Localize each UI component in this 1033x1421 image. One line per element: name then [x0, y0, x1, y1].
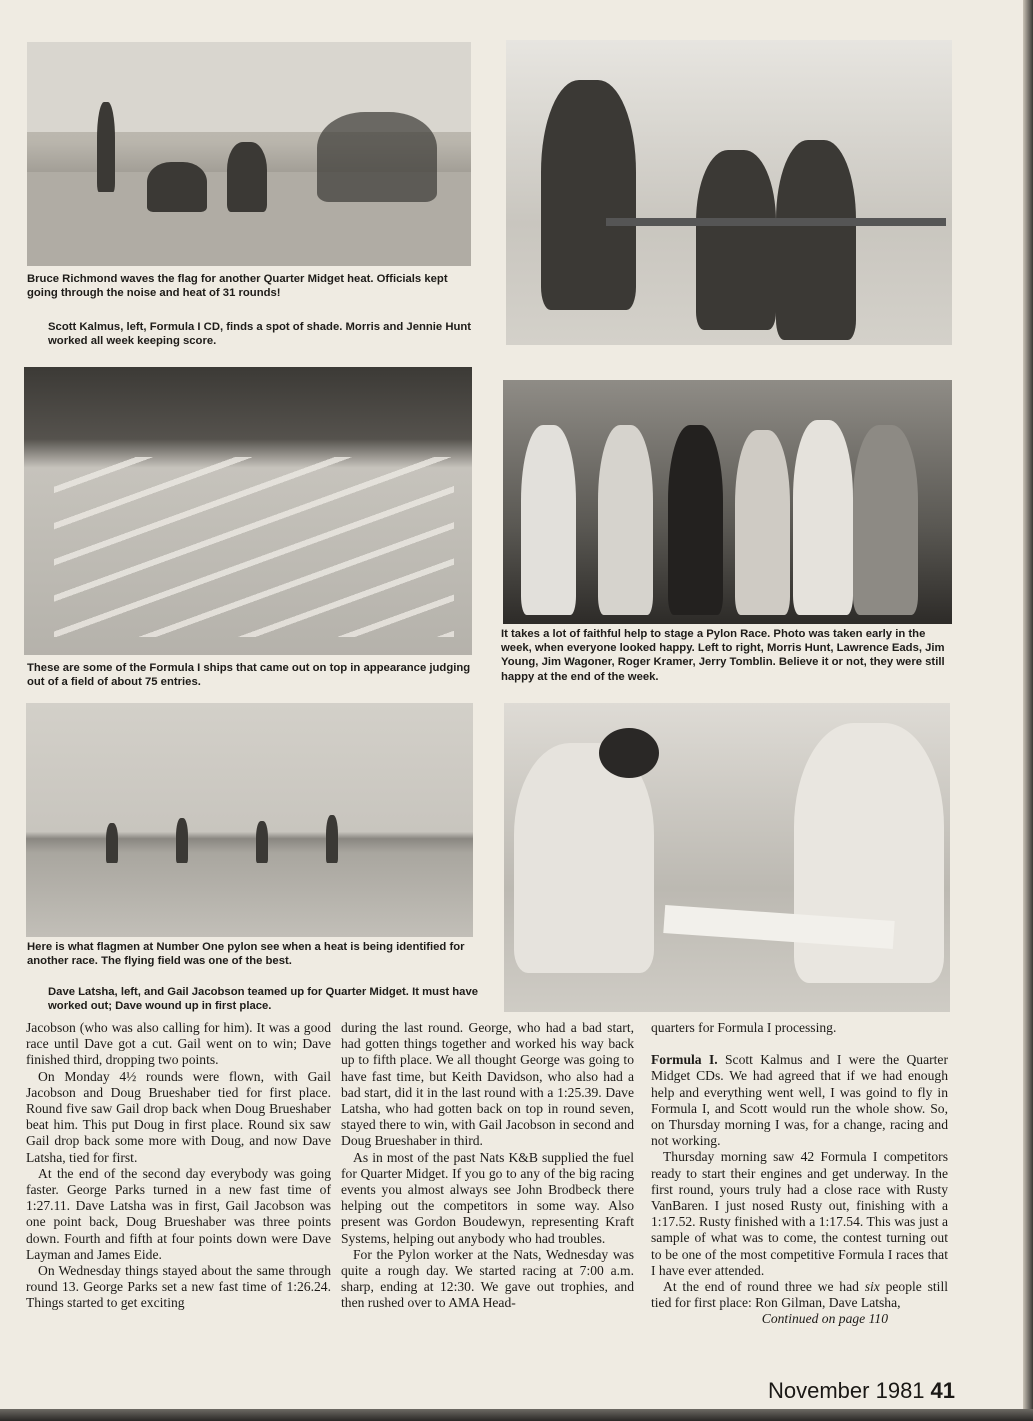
paragraph: On Wednesday things stayed about the same through round 13. George Parks set a new fast time of 1:26.24. Things started to get exciting: [26, 1263, 331, 1311]
paragraph: For the Pylon worker at the Nats, Wednesday was quite a rough day. We started racing at 7:00 a.m. sharp, ending at 12:30. We gave out trophies, and then rushed over to AMA Head-: [341, 1246, 634, 1311]
photo-latsha-jacobson: [504, 703, 950, 1012]
caption-scorekeepers: Scott Kalmus, left, Formula I CD, finds a spot of shade. Morris and Jennie Hunt worked all week keeping score.: [48, 321, 472, 348]
paragraph: As in most of the past Nats K&B supplied the fuel for Quarter Midget. If you go to any of the big racing events you almost always see John Brodbeck there helping out the competitors in some way. Also present was Gordon Boudewyn, representing Kraft Systems, helping out anybody who had troubles.: [341, 1149, 634, 1246]
page-footer: [768, 1378, 955, 1404]
body-column-2: [341, 1020, 634, 1312]
scan-edge-bottom: [0, 1409, 1033, 1421]
paragraph: At the end of the second day everybody was going faster. George Parks turned in a new fast time of 1:27.11. Dave Latsha was in first, Gail Jacobson was one point back, Doug Brueshaber was three points down. Fourth and fifth at four points down were Dave Layman and James Eide.: [26, 1165, 331, 1262]
paragraph: during the last round. George, who had a bad start, had gotten things together and worked his way back up to fifth place. We all thought George was going to have fast time, but Keith Davidson, who also had a bad start, did it in the last round with a 1:25.39. Dave Latsha, who had gotten back on top in round seven, stayed there to win, with Gail Jacobson in second and Doug Brueshaber in third.: [341, 1020, 634, 1149]
caption-flag-waving: Bruce Richmond waves the flag for another Quarter Midget heat. Officials kept going through the noise and heat of 31 rounds!: [27, 273, 448, 300]
caption-number-one-pylon: Here is what flagmen at Number One pylon see when a heat is being identified for another race. The flying field was one of the best.: [27, 941, 465, 968]
photo-number-one-pylon: [26, 703, 473, 937]
paragraph: Jacobson (who was also calling for him). It was a good race until Dave got a cut. Gail went on to win; Dave finished third, dropping two points.: [26, 1020, 331, 1068]
paragraph: [651, 1279, 948, 1311]
photo-scorekeepers: [506, 40, 952, 345]
paragraph-text: At the end of round three we had: [663, 1279, 865, 1295]
paragraph-text: people still tied for first place: Ron Gilman, Dave Latsha,: [651, 1279, 948, 1311]
body-column-3: [651, 1020, 948, 1328]
issue-date: November 1981: [768, 1378, 925, 1403]
body-column-1: [26, 1020, 331, 1312]
caption-pylon-crew: It takes a lot of faithful help to stage a Pylon Race. Photo was taken early in the week, when everyone looked happy. Left to right, Morris Hunt, Lawrence Eads, Jim Young, Jim Wagoner, Roger Kramer, Jerry Tomblin. Believe it or not, they were still happy at the end of the week.: [501, 628, 945, 683]
scan-edge-right: [1023, 0, 1033, 1421]
caption-formula-one-ships: These are some of the Formula I ships that came out on top in appearance judging out of a field of about 75 entries.: [27, 662, 471, 689]
paragraph-formula-one: [651, 1052, 948, 1149]
page-number: 41: [930, 1378, 956, 1403]
emphasis: six: [864, 1279, 880, 1295]
photo-flag-waving: [27, 42, 471, 266]
paragraph: Thursday morning saw 42 Formula I competitors ready to start their engines and get underway. In the first round, yours truly had a close race with Rusty VanBaren. I just nosed Rusty out, finishing with a 1:17.52. Rusty finished with a 1:17.54. This was just a sample of what was to come, the contest turning out to be one of the most competitive Formula I races that I have ever attended.: [651, 1149, 948, 1278]
photo-formula-one-ships: [24, 367, 472, 655]
paragraph-text: Scott Kalmus and I were the Quarter Midget CDs. We had agreed that if we had enough help and everything went well, I was goind to fly in Formula I, and Scott would run the whole show. So, on Thursday morning I was, for a change, racing and not working.: [651, 1052, 948, 1149]
paragraph: On Monday 4½ rounds were flown, with Gail Jacobson and Doug Brueshaber tied for first place. Round five saw Gail drop back when Doug Brueshaber beat him. This put Doug in first place. Round six saw Gail drop back some more with Doug, and now Dave Latsha, tied for first.: [26, 1068, 331, 1165]
continued-note: Continued on page 110: [761, 1311, 888, 1327]
section-heading: Formula I.: [651, 1052, 718, 1068]
paragraph: quarters for Formula I processing.: [651, 1020, 837, 1035]
caption-latsha-jacobson: Dave Latsha, left, and Gail Jacobson teamed up for Quarter Midget. It must have worked out; Dave wound up in first place.: [48, 986, 479, 1013]
photo-pylon-crew: [503, 380, 952, 624]
